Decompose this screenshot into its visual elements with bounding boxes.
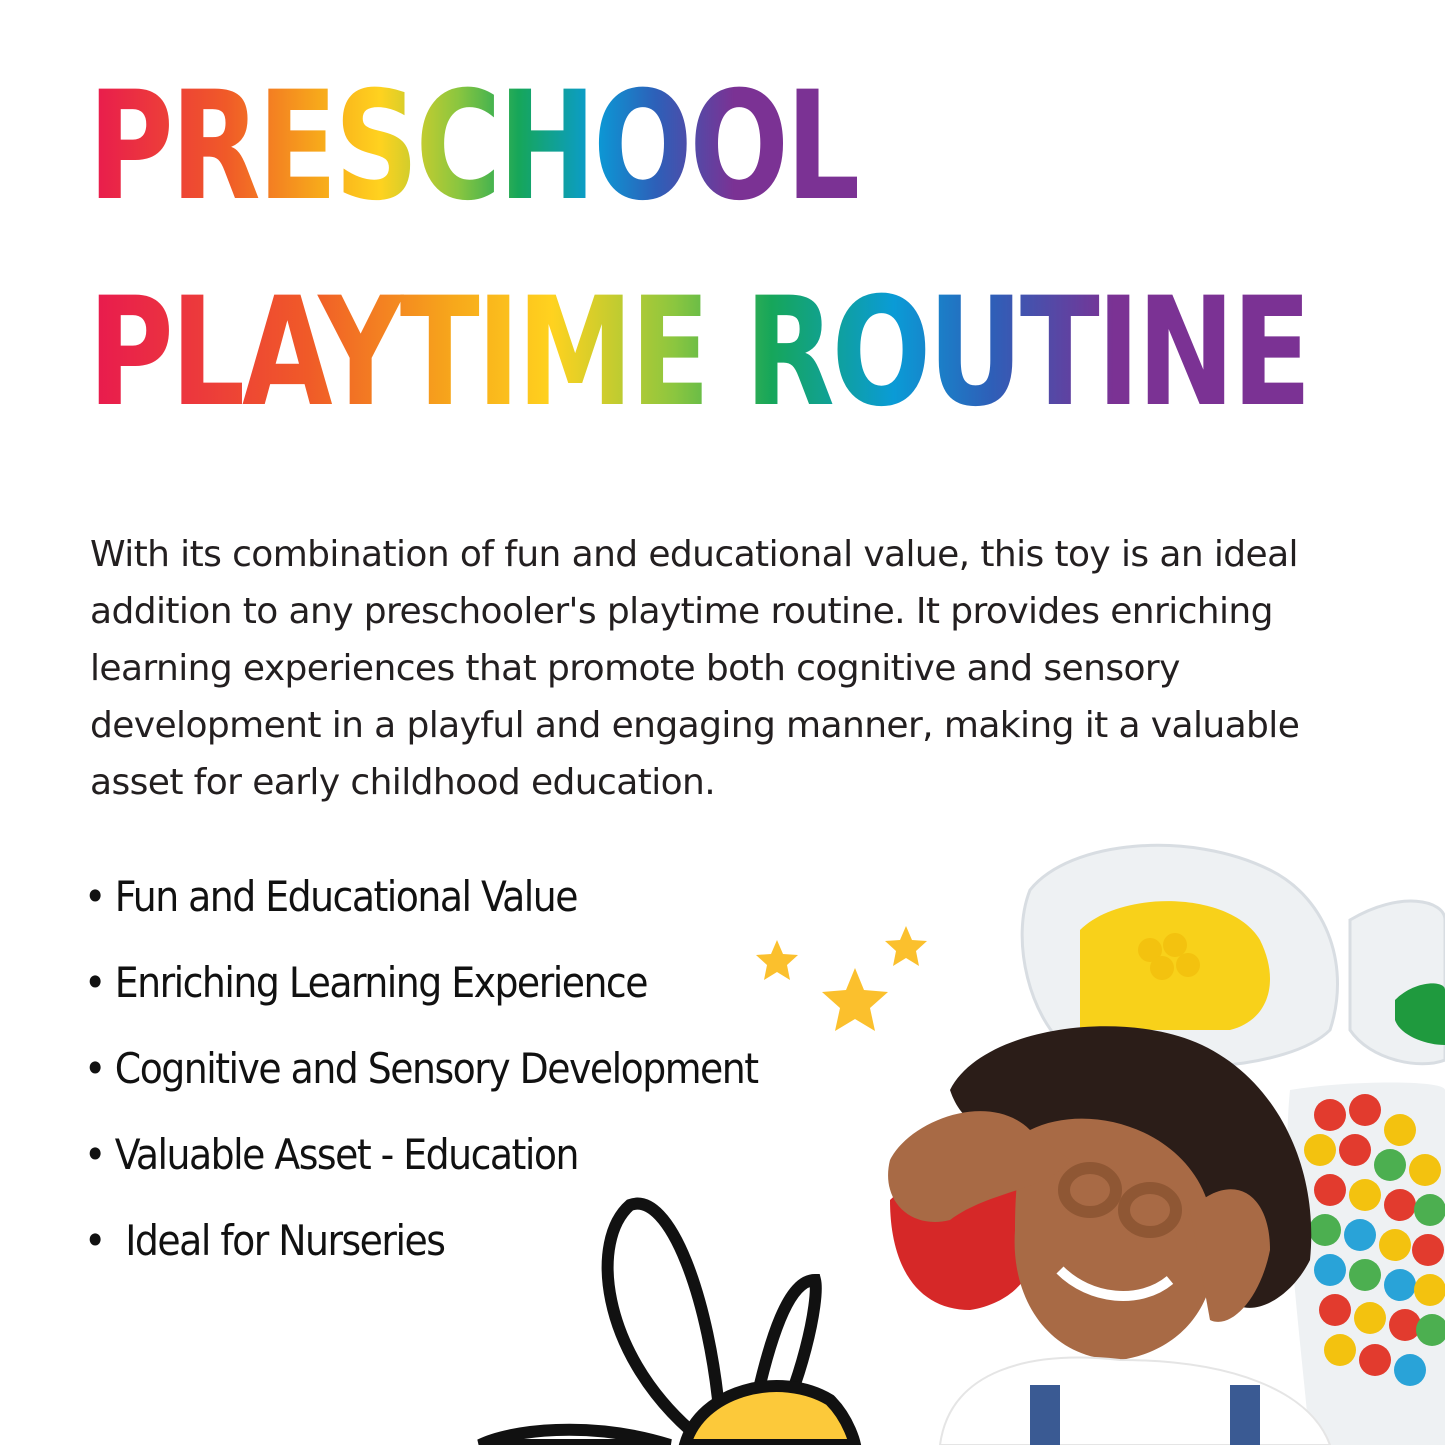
title-line-2: PLAYTIME ROUTINE [88,266,1309,440]
bullet-icon: • [84,958,105,1007]
feature-label: Enriching Learning Experience [114,958,647,1007]
feature-label: Fun and Educational Value [114,872,577,921]
bullet-icon: • [84,1044,105,1093]
title-line-1: PRESCHOOL [88,60,858,234]
feature-label: Valuable Asset - Education [114,1130,578,1179]
child-playing-photo [470,830,1445,1445]
feature-label: Cognitive and Sensory Development [114,1044,758,1093]
flower-drawing [480,1204,855,1445]
intro-paragraph: With its combination of fun and educational value, this toy is an ideal addition to any preschooler's playtime routine. It provides enriching learning experiences that promote both cognitive and sensory development in a playful and engaging manner, making it a valuable asset for early childhood education. [90,534,1300,803]
bullet-icon: • [84,1130,105,1179]
bullet-icon: • [84,1216,105,1265]
stars-decoration [756,926,927,1031]
feature-label: Ideal for Nurseries [114,1216,445,1265]
bullet-icon: • [84,872,105,921]
